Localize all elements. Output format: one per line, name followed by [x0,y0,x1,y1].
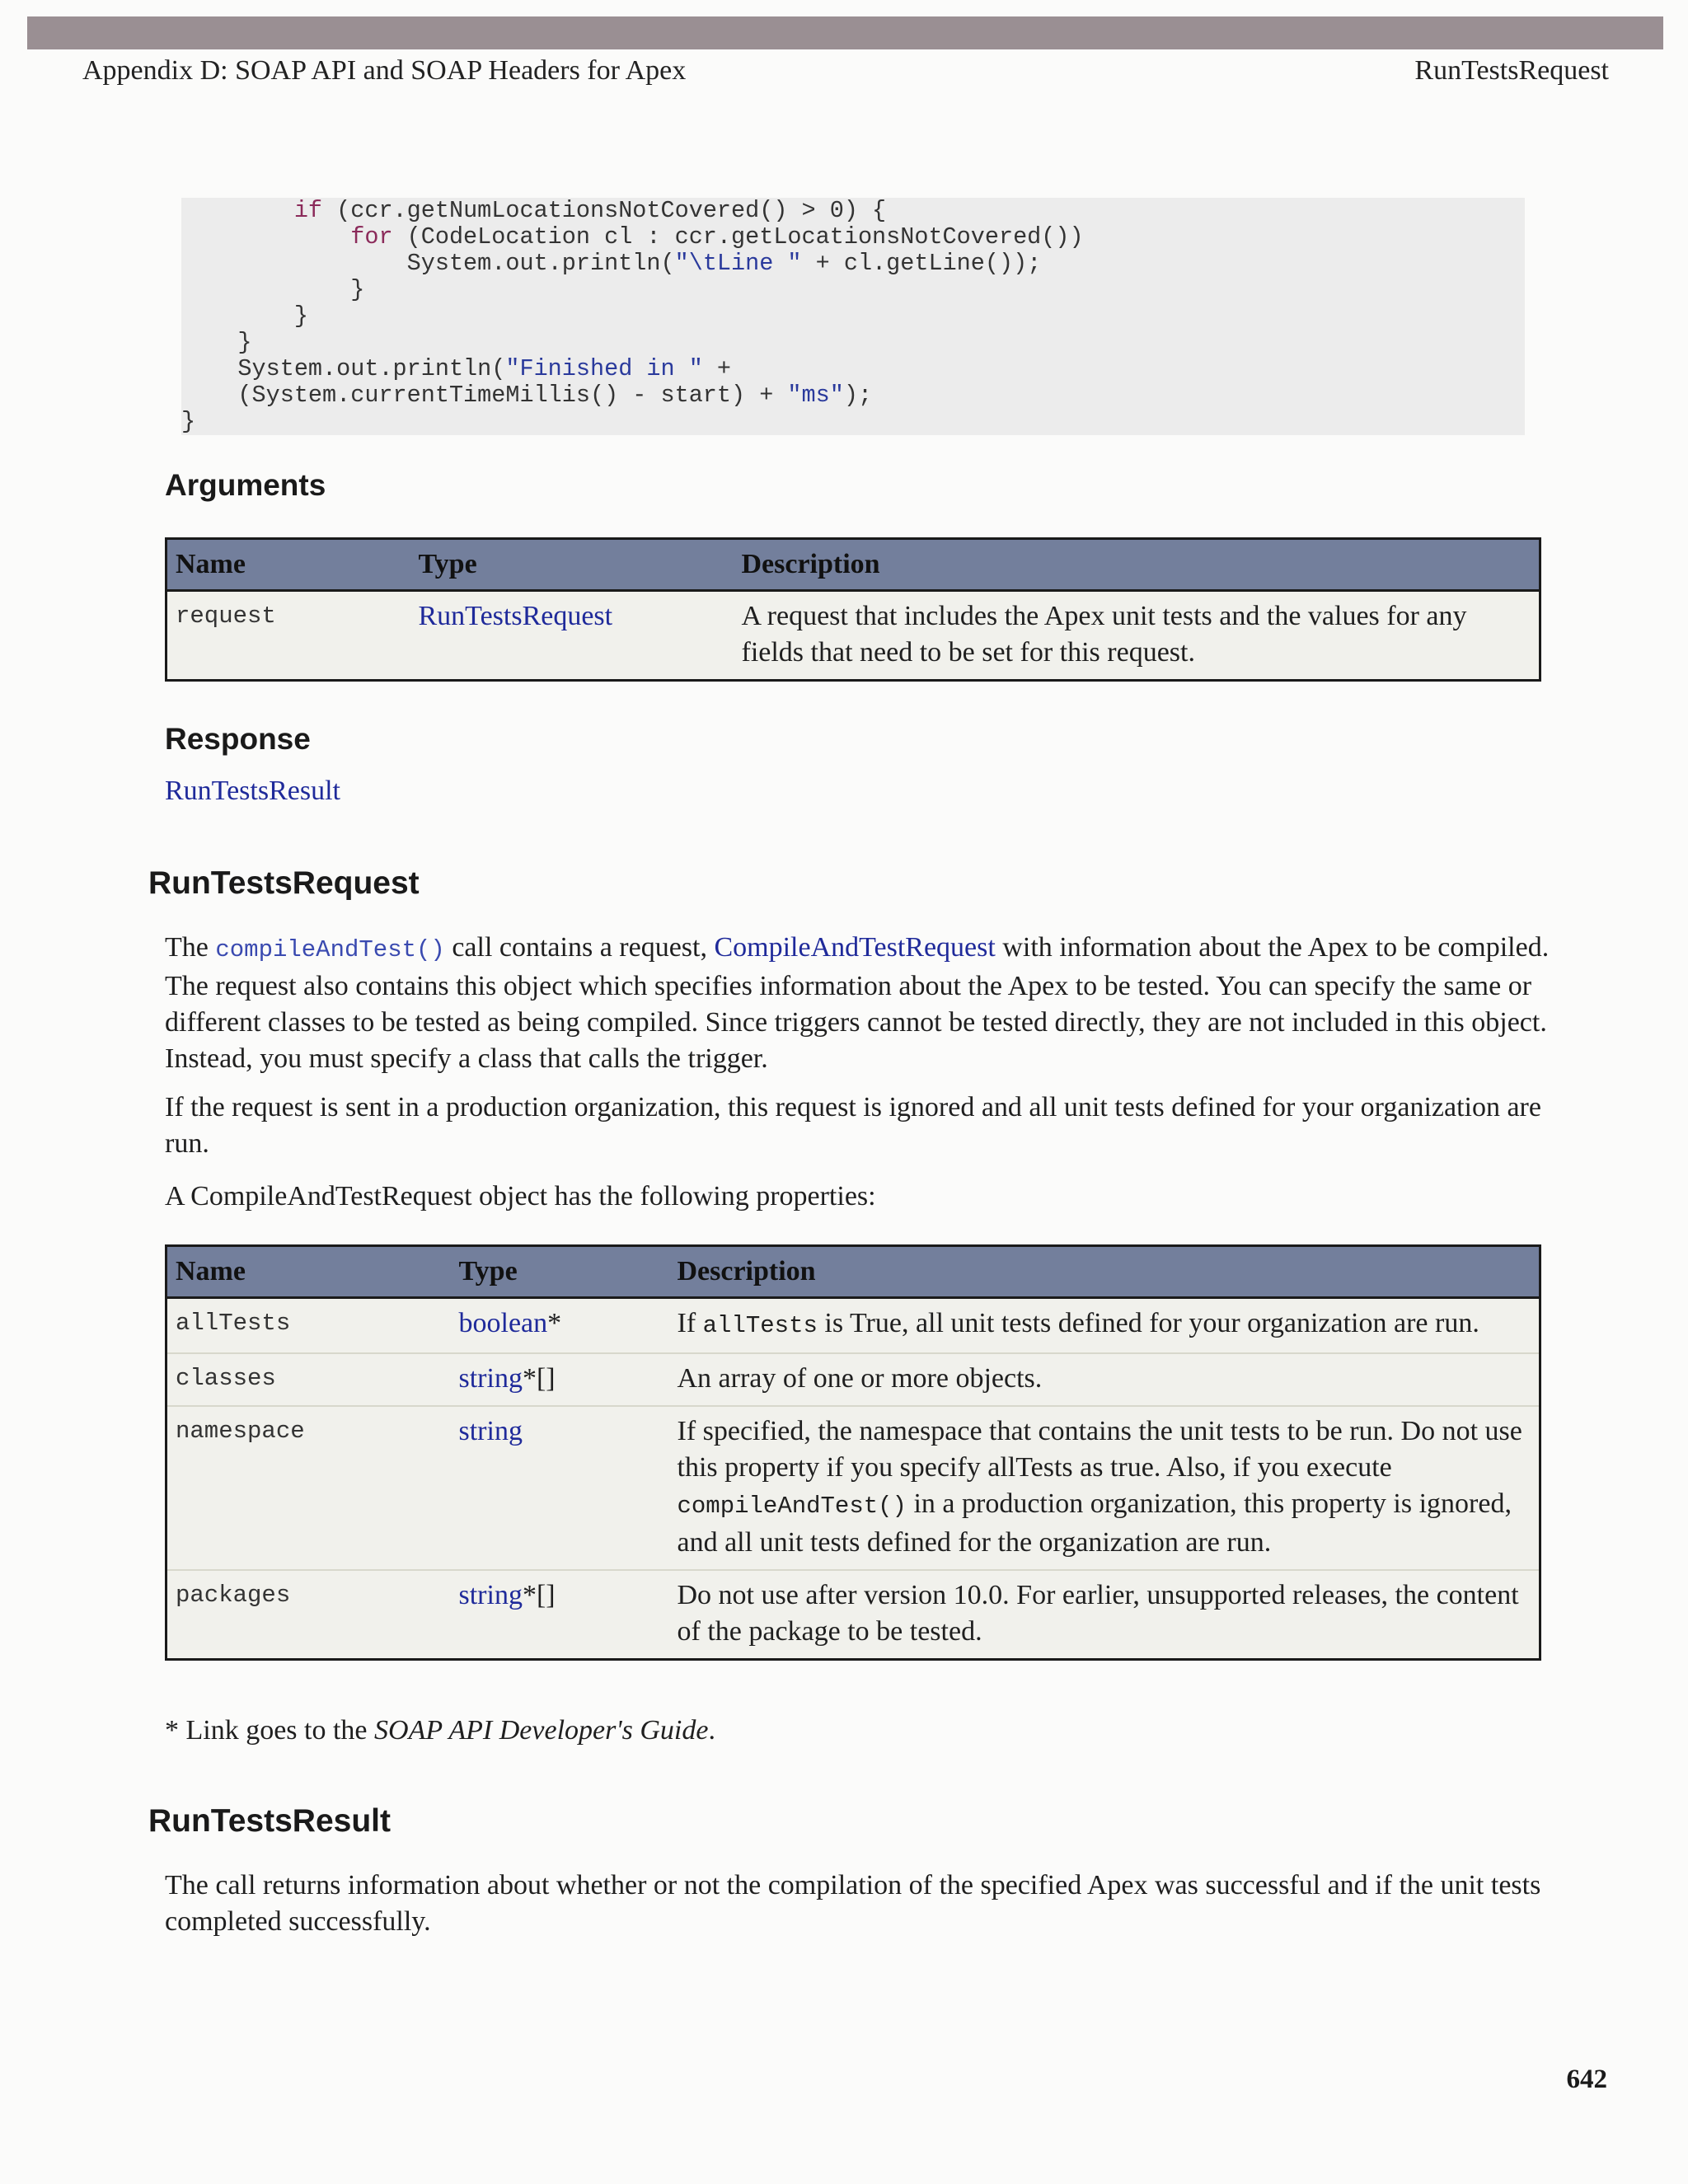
property-name: packages [166,1570,451,1660]
running-header [82,51,1609,91]
code-line: } [181,302,308,330]
property-name: classes [166,1353,451,1406]
column-header-type: Type [451,1246,669,1298]
code-keyword: for [350,223,393,251]
property-type-link[interactable]: string [458,1363,523,1394]
property-type-cell: string*[] [451,1570,669,1660]
property-name: namespace [166,1406,451,1570]
run-tests-request-paragraph-2: If the request is sent in a production organization, this request is ignored and all unit tests defined for your organization are run. [165,1092,1541,1159]
code-line: for (CodeLocation cl : ccr.getLocationsNotCovered()) [350,223,1084,251]
property-description: If specified, the namespace that contains the unit tests to be run. Do not use this property if you specify allTests as true. Also, if you execute compileAndTest() in a production organization, this property is ignored, and all unit tests defined for the organization are run. [669,1406,1540,1570]
property-type-link[interactable]: string [458,1416,523,1446]
arguments-table [165,537,1541,682]
run-tests-request-paragraph-3: A CompileAndTestRequest object has the following properties: [165,1181,876,1212]
column-header-description: Description [669,1246,1540,1298]
table-row [166,1298,1540,1354]
code-line: } [181,276,365,303]
response-heading: Response [165,722,311,756]
run-tests-result-heading: RunTestsResult [148,1803,391,1839]
header-section-title: RunTestsRequest [1414,55,1609,86]
run-tests-result-paragraph: The call returns information about whether or not the compilation of the specified Apex was successful and if the unit tests completed successfully. [165,1870,1541,1937]
footnote-guide-title: SOAP API Developer's Guide [374,1715,709,1746]
column-header-description: Description [734,539,1540,591]
property-name: allTests [166,1298,451,1354]
code-string: "\tLine " [674,250,802,277]
code-string: "ms" [787,382,844,409]
properties-table [165,1244,1541,1661]
table-header-row [166,1246,1540,1298]
inline-code: compileAndTest() [677,1493,907,1520]
property-description: An array of one or more objects. [669,1353,1540,1406]
code-line: } [181,329,252,356]
code-block [181,198,1525,435]
code-string: "Finished in " [505,355,703,382]
arg-type-cell [410,591,734,681]
header-chapter-title: Appendix D: SOAP API and SOAP Headers for Apex [82,55,687,86]
column-header-type: Type [410,539,734,591]
arg-description: A request that includes the Apex unit tests and the values for any fields that need to be set for this request. [734,591,1540,681]
code-line: System.out.println("Finished in " + [181,355,732,382]
property-type-cell: string*[] [451,1353,669,1406]
run-tests-request-paragraph-1: The compileAndTest() call contains a request, CompileAndTestRequest with information about the Apex to be compiled. The request also contains this object which specifies information about the Apex to be tested. You can specify the same or different classes to be tested as being compiled. Since triggers cannot be tested directly, they are not included in this object. Instead, you must specify a class that calls the trigger. [165,932,1550,1074]
table-row [166,1353,1540,1406]
property-type-link[interactable]: string [458,1580,523,1610]
header-bar [27,16,1663,49]
property-type-cell [451,1406,669,1570]
code-line: (System.currentTimeMillis() - start) + "ms"); [181,382,873,409]
column-header-name: Name [166,539,410,591]
property-type-link[interactable]: boolean [458,1308,548,1338]
code-line: System.out.println("\tLine " + cl.getLine()); [181,250,1042,277]
footnote: * Link goes to the SOAP API Developer's Guide. [165,1715,715,1746]
inline-code: allTests [702,1312,818,1339]
response-text [165,773,1550,809]
table-row [166,591,1540,681]
run-tests-request-heading: RunTestsRequest [148,865,420,901]
table-header-row [166,539,1540,591]
property-type-cell: boolean* [451,1298,669,1354]
response-link[interactable]: RunTestsResult [165,776,340,806]
arguments-heading: Arguments [165,468,326,502]
column-header-name: Name [166,1246,451,1298]
table-row [166,1570,1540,1660]
code-keyword: if [293,197,323,224]
page-number: 642 [1566,2064,1607,2094]
property-description: If allTests is True, all unit tests defined for your organization are run. [669,1298,1540,1354]
compile-and-test-request-link[interactable]: CompileAndTestRequest [714,932,996,963]
compile-and-test-code[interactable]: compileAndTest() [215,936,445,963]
code-line: } [181,408,196,435]
code-line: if (ccr.getNumLocationsNotCovered() > 0) { [293,197,887,224]
arg-name: request [166,591,410,681]
arg-type-link[interactable]: RunTestsRequest [418,601,613,631]
table-row [166,1406,1540,1570]
property-description: Do not use after version 10.0. For earlier, unsupported releases, the content of the package to be tested. [669,1570,1540,1660]
